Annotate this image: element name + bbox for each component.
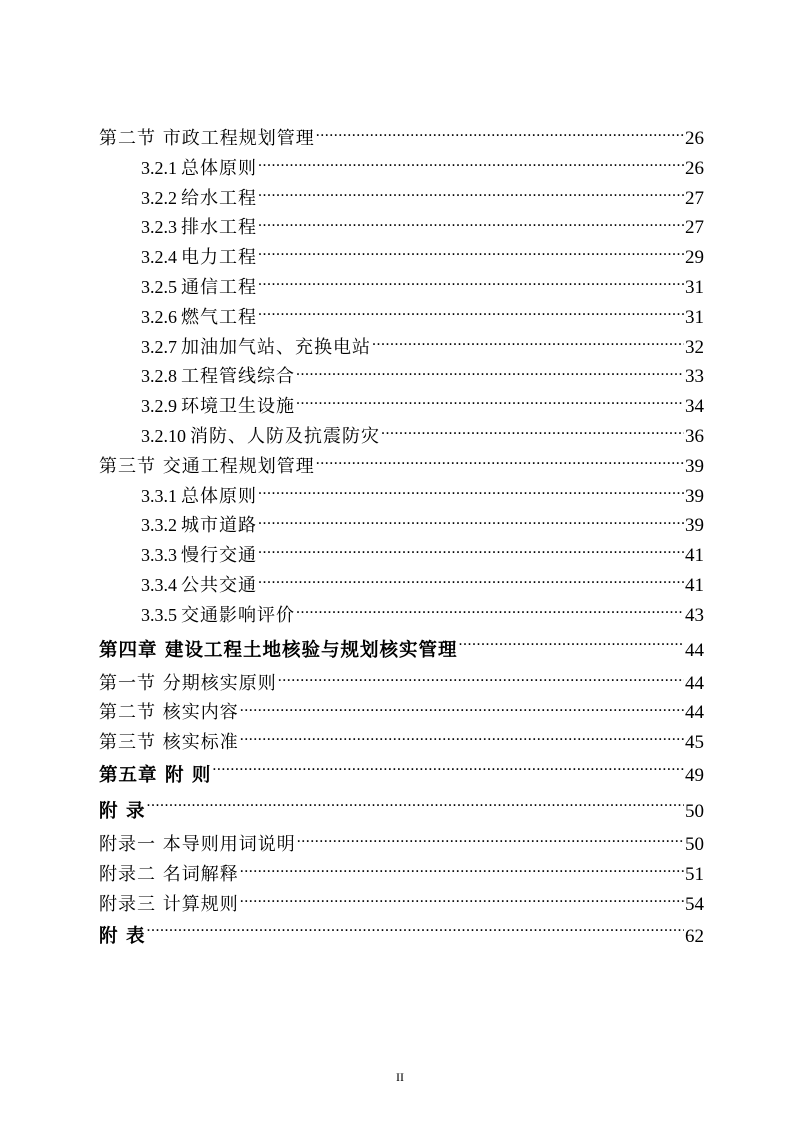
page-number-footer: II [396, 1070, 404, 1084]
toc-entry-label: 总体原则 [181, 157, 257, 179]
toc-entry-number: 3.2.2 [141, 187, 177, 208]
toc-section-entry[interactable] [99, 860, 704, 890]
dot-leader [296, 603, 684, 621]
toc-entry-title [141, 362, 295, 392]
dot-leader [146, 924, 684, 943]
toc-entry-label: 总体原则 [181, 485, 257, 507]
toc-page-number: 26 [685, 128, 704, 149]
toc-entry-label: 给水工程 [181, 187, 257, 209]
toc-entry-label: 加油加气站、充换电站 [181, 336, 371, 358]
toc-entry-label: 公共交通 [181, 574, 257, 596]
toc-section-entry[interactable] [99, 452, 704, 482]
toc-page-number: 44 [685, 702, 704, 724]
toc-entry-number: 3.2.1 [141, 157, 177, 178]
toc-page-number: 41 [685, 574, 704, 596]
toc-entry-label: 附录三 计算规则 [99, 893, 239, 915]
toc-entry-title [99, 860, 239, 890]
toc-page-number: 26 [685, 157, 704, 179]
toc-entry-title [141, 243, 257, 273]
toc-entry-label: 环境卫生设施 [181, 396, 295, 418]
toc-page-number: 44 [685, 639, 704, 661]
dot-leader [316, 126, 684, 144]
toc-page-number: 39 [685, 485, 704, 507]
toc-entry-number: 3.3.3 [141, 545, 177, 566]
toc-subsection-entry[interactable] [99, 511, 704, 541]
toc-entry-title [141, 184, 257, 214]
toc-entry-label: 第二节 市政工程规划管理 [99, 128, 315, 149]
toc-page-number: 27 [685, 217, 704, 239]
dot-leader [278, 671, 684, 689]
toc-entry-title [99, 830, 296, 860]
toc-entry-title [141, 541, 257, 571]
toc-entry-label: 电力工程 [181, 247, 257, 269]
toc-entry-label: 第三节 交通工程规划管理 [99, 455, 315, 477]
toc-page-number: 32 [685, 336, 704, 358]
toc-entry-label: 通信工程 [181, 276, 257, 298]
toc-entry-label: 慢行交通 [181, 545, 257, 567]
toc-entry-label: 附录二 名词解释 [99, 863, 239, 885]
toc-subsection-entry[interactable] [99, 273, 704, 303]
toc-subsection-entry[interactable] [99, 362, 704, 392]
dot-leader [258, 513, 684, 531]
toc-page-number: 27 [685, 187, 704, 209]
toc-subsection-entry[interactable] [99, 571, 704, 601]
toc-section-entry[interactable] [99, 669, 704, 699]
toc-entry-title [141, 422, 380, 452]
toc-entry-number: 3.2.6 [141, 306, 177, 327]
dot-leader [258, 305, 684, 323]
toc-entry-label: 第五章 附 则 [99, 764, 212, 786]
toc-page-number: 49 [685, 764, 704, 786]
toc-subsection-entry[interactable] [99, 482, 704, 512]
toc-page-number: 31 [685, 276, 704, 298]
toc-entry-number: 3.2.4 [141, 247, 177, 268]
toc-page-number: 51 [685, 863, 704, 885]
toc-entry-number: 3.3.1 [141, 485, 177, 506]
toc-entry-title [141, 273, 257, 303]
toc-entry-title [141, 601, 295, 631]
toc-subsection-entry[interactable] [99, 333, 704, 363]
toc-entry-label: 附录一 本导则用词说明 [99, 833, 296, 855]
toc-entry-title [141, 333, 371, 363]
dot-leader [297, 832, 684, 850]
dot-leader [381, 424, 684, 442]
toc-entry-label: 工程管线综合 [181, 366, 295, 388]
toc-page-number: 45 [685, 732, 704, 754]
toc-entry-number: 3.2.5 [141, 276, 177, 297]
toc-page-number: 36 [685, 425, 704, 447]
toc-entry-title [141, 154, 257, 184]
dot-leader [258, 215, 684, 233]
toc-entry-number: 3.2.9 [141, 396, 177, 417]
toc-entry-title [141, 303, 257, 333]
toc-subsection-entry[interactable] [99, 243, 704, 273]
toc-entry-title [141, 392, 295, 422]
toc-entry-number: 3.2.3 [141, 217, 177, 238]
toc-subsection-entry[interactable] [99, 213, 704, 243]
toc-page-number: 29 [685, 247, 704, 269]
toc-entry-label: 第二节 核实内容 [99, 702, 239, 724]
toc-page-number: 31 [685, 306, 704, 328]
toc-section-entry[interactable] [99, 124, 704, 154]
toc-section-entry[interactable] [99, 890, 704, 920]
dot-leader [258, 156, 684, 174]
dot-leader [212, 762, 684, 781]
toc-entry-title [141, 482, 257, 512]
toc-subsection-entry[interactable] [99, 541, 704, 571]
toc-entry-number: 3.2.10 [141, 425, 186, 446]
toc-subsection-entry[interactable] [99, 154, 704, 184]
toc-page-number: 34 [685, 396, 704, 418]
toc-entry-title [99, 794, 145, 830]
dot-leader [146, 798, 684, 817]
toc-entry-label: 第一节 分期核实原则 [99, 672, 277, 694]
toc-entry-number: 3.2.8 [141, 366, 177, 387]
toc-page-number: 41 [685, 545, 704, 567]
toc-page-number: 62 [685, 926, 704, 948]
toc-chapter-entry[interactable] [99, 794, 704, 830]
toc-entry-title [141, 511, 257, 541]
toc-subsection-entry[interactable] [99, 303, 704, 333]
toc-entry-label: 排水工程 [181, 217, 257, 239]
toc-entry-number: 3.2.7 [141, 336, 177, 357]
toc-section-entry[interactable] [99, 830, 704, 860]
toc-entry-title [99, 698, 239, 728]
dot-leader [258, 245, 684, 263]
toc-section-entry[interactable] [99, 698, 704, 728]
toc-chapter-entry[interactable] [99, 758, 704, 794]
toc-subsection-entry[interactable] [99, 184, 704, 214]
dot-leader [316, 454, 684, 472]
toc-subsection-entry[interactable] [99, 392, 704, 422]
dot-leader [458, 637, 684, 656]
toc-entry-title [99, 452, 315, 482]
toc-entry-title [141, 213, 257, 243]
toc-page-number: 50 [685, 833, 704, 855]
toc-entry-label: 交通影响评价 [181, 604, 295, 626]
dot-leader [296, 364, 684, 382]
toc-entry-label: 燃气工程 [181, 306, 257, 328]
dot-leader [372, 335, 684, 353]
toc-entry-title [99, 728, 239, 758]
toc-page-number: 50 [685, 800, 704, 822]
toc-page-number: 39 [685, 455, 704, 477]
dot-leader [258, 186, 684, 204]
toc-entry-number: 3.3.5 [141, 604, 177, 625]
toc-chapter-entry[interactable] [99, 919, 704, 955]
toc-subsection-entry[interactable] [99, 422, 704, 452]
toc-entry-title [99, 890, 239, 920]
toc-entry-label: 消防、人防及抗震防灾 [190, 425, 380, 447]
toc-page-number: 44 [685, 672, 704, 694]
dot-leader [240, 700, 684, 718]
dot-leader [258, 573, 684, 591]
dot-leader [258, 484, 684, 502]
toc-entry-title [99, 633, 457, 669]
dot-leader [240, 892, 684, 910]
dot-leader [240, 730, 684, 748]
toc-entry-title [99, 124, 315, 154]
table-of-contents [99, 124, 704, 955]
toc-entry-title [99, 758, 211, 794]
toc-chapter-entry[interactable] [99, 633, 704, 669]
toc-entry-label: 第四章 建设工程土地核验与规划核实管理 [99, 639, 458, 661]
dot-leader [258, 275, 684, 293]
toc-page-number: 43 [685, 604, 704, 626]
dot-leader [240, 862, 684, 880]
toc-entry-label: 第三节 核实标准 [99, 732, 239, 754]
toc-entry-number: 3.3.2 [141, 515, 177, 536]
toc-page-number: 39 [685, 515, 704, 537]
toc-subsection-entry[interactable] [99, 601, 704, 631]
toc-entry-label: 附 表 [99, 926, 146, 948]
toc-page-number: 54 [685, 893, 704, 915]
toc-entry-title [99, 669, 277, 699]
dot-leader [258, 543, 684, 561]
toc-entry-title [99, 919, 145, 955]
toc-page-number: 33 [685, 366, 704, 388]
toc-entry-title [141, 571, 257, 601]
dot-leader [296, 394, 684, 412]
toc-entry-number: 3.3.4 [141, 574, 177, 595]
toc-entry-label: 附 录 [99, 800, 146, 822]
toc-entry-label: 城市道路 [181, 515, 257, 537]
toc-section-entry[interactable] [99, 728, 704, 758]
